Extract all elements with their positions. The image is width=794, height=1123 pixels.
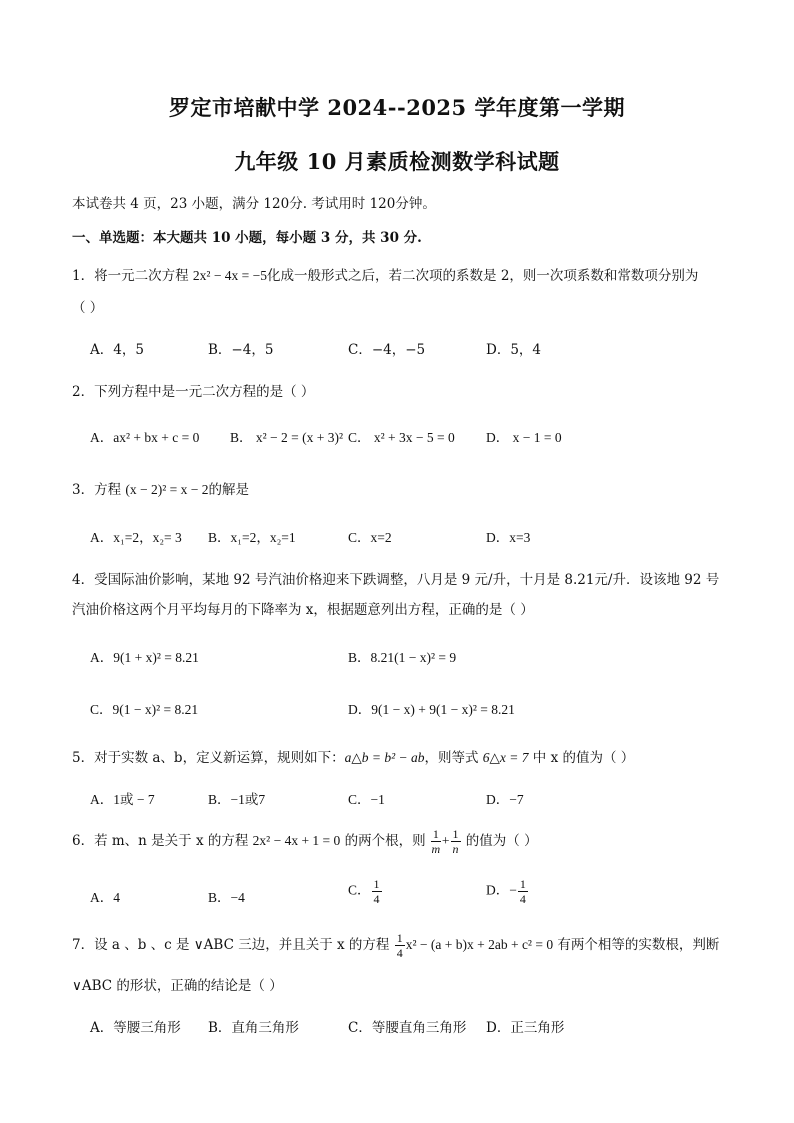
question-6-option-c-fraction: [372, 878, 382, 905]
question-6-text-a: 6．若 m、n 是关于 x 的方程: [72, 833, 253, 849]
question-6-option-c[interactable]: [348, 878, 383, 905]
question-1-option-a[interactable]: A．4，5: [90, 342, 144, 358]
question-6-option-d-fraction: [518, 878, 528, 905]
question-6-line: [72, 828, 538, 855]
question-6-option-a[interactable]: A．4: [90, 890, 120, 905]
question-7-line2: ∨ABC 的形状，正确的结论是（ ）: [72, 978, 283, 994]
question-2-option-d[interactable]: D． x − 1 = 0: [486, 430, 562, 445]
exam-title-line2: 九年级 10 月素质检测数学科试题: [234, 149, 560, 174]
question-6-fraction-n-numerator: 1: [452, 827, 459, 841]
question-7-option-c[interactable]: C．等腰直角三角形: [348, 1020, 467, 1036]
question-6-option-b[interactable]: B．−4: [208, 890, 245, 905]
section-heading: 一、单选题：本大题共 10 小题，每小题 3 分，共 30 分.: [72, 230, 422, 246]
question-6-option-c-label: C．: [348, 882, 371, 898]
question-7-fraction: [395, 932, 405, 959]
question-7-option-b[interactable]: B．直角三角形: [208, 1020, 299, 1036]
question-6-option-d-numerator: 1: [519, 877, 526, 891]
question-4-option-c[interactable]: C．9(1 − x)² = 8.21: [90, 702, 199, 717]
exam-title-line1: 罗定市培献中学 2024--2025 学年度第一学期: [169, 95, 625, 120]
question-6-plus: +: [441, 833, 450, 848]
question-2-text: 2．下列方程中是一元二次方程的是（ ）: [72, 384, 315, 400]
exam-intro: 本试卷共 4 页，23 小题，满分 120分. 考试用时 120分钟。: [72, 196, 436, 212]
question-5-line: [72, 746, 634, 766]
question-3-text-b: 的解是: [208, 482, 250, 498]
question-4-line1: 4．受国际油价影响，某地 92 号汽油价格迎来下跌调整，八月是 9 元/升，十月是 8.21元/升．设该地 92 号: [72, 572, 720, 588]
question-7-option-a[interactable]: A．等腰三角形: [90, 1020, 181, 1036]
question-6-text-b: 的两个根，则: [340, 833, 430, 849]
question-5-option-d[interactable]: D．−7: [486, 792, 524, 807]
question-6-equation: 2x² − 4x + 1 = 0: [252, 833, 341, 848]
question-6-option-c-denominator: 4: [373, 892, 380, 906]
question-3-option-c[interactable]: C．x=2: [348, 530, 392, 545]
question-2-option-b[interactable]: B． x² − 2 = (x + 3)²: [230, 430, 344, 445]
question-6-fraction-m-numerator: 1: [432, 827, 439, 841]
question-7-text-a: 7．设 a 、b 、c 是 ∨ABC 三边，并且关于 x 的方程: [72, 937, 394, 953]
question-5-text-b: ，则等式: [424, 750, 483, 766]
question-2-option-c[interactable]: C． x² + 3x − 5 = 0: [348, 430, 455, 445]
question-1-text-a: 1．将一元二次方程: [72, 268, 193, 284]
question-4-option-d[interactable]: D．9(1 − x) + 9(1 − x)² = 8.21: [348, 702, 515, 717]
question-7-option-d[interactable]: D．正三角形: [486, 1020, 565, 1036]
question-1-equation: 2x² − 4x = −5: [192, 268, 268, 283]
question-2-option-a[interactable]: A．ax² + bx + c = 0: [90, 430, 200, 445]
question-1-line1: [72, 264, 698, 284]
question-7-fraction-numerator: 1: [396, 931, 403, 945]
question-3-text-a: 3．方程: [72, 482, 126, 498]
question-7-fraction-denominator: 4: [396, 946, 403, 960]
question-3-option-a[interactable]: A．x₁=2，x₂= 3: [90, 530, 182, 545]
question-3-option-b[interactable]: B．x₁=2，x₂=1: [208, 530, 296, 545]
question-3-equation: (x − 2)² = x − 2: [125, 482, 209, 497]
question-5-text-a: 5．对于实数 a、b，定义新运算，规则如下：: [72, 750, 345, 766]
question-7-line1: [72, 932, 719, 959]
question-5-option-b[interactable]: B．−1或7: [208, 792, 266, 807]
question-4-option-a[interactable]: A．9(1 + x)² = 8.21: [90, 650, 199, 665]
question-6-text-c: 的值为（ ）: [461, 833, 538, 849]
question-4-option-b[interactable]: B．8.21(1 − x)² = 9: [348, 650, 457, 665]
question-5-text-c: 中 x 的值为（ ）: [528, 750, 635, 766]
question-1-option-c[interactable]: C．−4，−5: [348, 342, 426, 358]
question-4-line2: 汽油价格这两个月平均每月的下降率为 x，根据题意列出方程，正确的是（ ）: [72, 602, 534, 618]
question-7-text-b: 有两个相等的实数根，判断: [553, 937, 720, 953]
question-6-option-d-denominator: 4: [519, 892, 526, 906]
question-5-equation-2: 6△x = 7: [482, 750, 529, 765]
question-6-option-c-numerator: 1: [373, 877, 380, 891]
question-6-fraction-m-denominator: m: [431, 842, 441, 856]
question-1-text-b: 化成一般形式之后，若二次项的系数是 2，则一次项系数和常数项分别为: [267, 268, 699, 284]
question-3-option-d[interactable]: D．x=3: [486, 530, 531, 545]
question-5-equation: a△b = b² − ab: [344, 750, 425, 765]
question-6-option-d[interactable]: [486, 878, 529, 905]
question-1-paren: （ ）: [72, 300, 104, 316]
question-5-option-a[interactable]: A．1或 − 7: [90, 792, 155, 807]
question-3-line: [72, 478, 249, 498]
question-7-equation: x² − (a + b)x + 2ab + c² = 0: [405, 937, 554, 952]
question-6-fraction-n-denominator: n: [452, 842, 459, 856]
question-1-option-d[interactable]: D．5，4: [486, 342, 542, 358]
question-6-fraction-n: [451, 828, 461, 855]
question-6-option-d-label: D．−: [486, 882, 517, 898]
question-5-option-c[interactable]: C．−1: [348, 792, 385, 807]
question-6-fraction-m: [431, 828, 441, 855]
question-1-option-b[interactable]: B．−4，5: [208, 342, 274, 358]
